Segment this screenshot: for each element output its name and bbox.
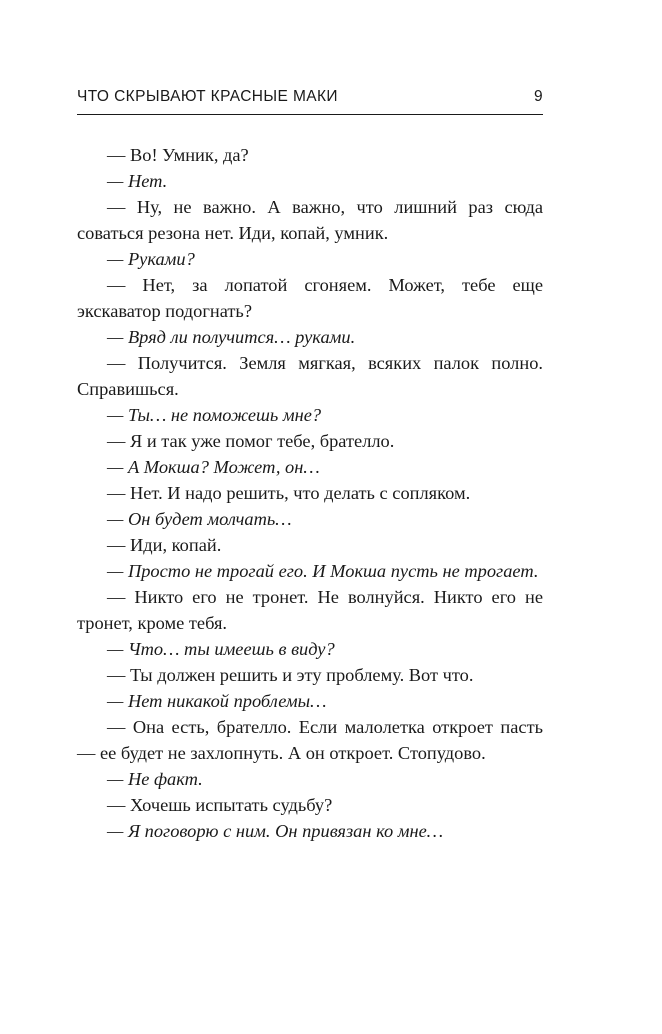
dialogue-line: — Просто не трогай его. И Мокша пусть не трогает.	[107, 561, 539, 581]
page-number: 9	[533, 88, 543, 105]
header-rule	[77, 114, 543, 115]
dialogue-line: — Что… ты имеешь в виду?	[107, 639, 335, 659]
dialogue-line: — Я и так уже помог тебе, брателло.	[107, 431, 395, 451]
dialogue-line: — Нет. И надо решить, что делать с сопляком.	[107, 483, 471, 503]
dialogue-line: — Она есть, брателло. Если малолетка откроет пасть — ее будет не захлопнуть. А он откроет. Стопудово.	[77, 717, 543, 763]
running-header	[77, 86, 543, 108]
dialogue-line: — Хочешь испытать судьбу?	[107, 795, 333, 815]
dialogue-line: — Во! Умник, да?	[107, 145, 249, 165]
body-text	[77, 142, 543, 844]
dialogue-line: — Он будет молчать…	[107, 509, 292, 529]
dialogue-line: — Не факт.	[107, 769, 203, 789]
dialogue-line: — Ты должен решить и эту проблему. Вот что.	[107, 665, 474, 685]
dialogue-line: — Никто его не тронет. Не волнуйся. Никто его не тронет, кроме тебя.	[77, 587, 543, 633]
dialogue-line: — Я поговорю с ним. Он привязан ко мне…	[107, 821, 444, 841]
dialogue-line: — Иди, копай.	[107, 535, 222, 555]
dialogue-line: — Нет никакой проблемы…	[107, 691, 327, 711]
dialogue-line: — Получится. Земля мягкая, всяких палок полно. Справишься.	[77, 353, 543, 399]
dialogue-line: — Нет, за лопатой сгоняем. Может, тебе еще экскаватор подогнать?	[77, 275, 543, 321]
running-title: ЧТО СКРЫВАЮТ КРАСНЫЕ МАКИ	[77, 88, 338, 105]
dialogue-line: — Ты… не поможешь мне?	[107, 405, 322, 425]
dialogue-line: — А Мокша? Может, он…	[107, 457, 320, 477]
dialogue-line: — Руками?	[107, 249, 195, 269]
dialogue-line: — Вряд ли получится… руками.	[107, 327, 356, 347]
dialogue-line: — Ну, не важно. А важно, что лишний раз сюда соваться резона нет. Иди, копай, умник.	[77, 197, 543, 243]
dialogue-line: — Нет.	[107, 171, 168, 191]
